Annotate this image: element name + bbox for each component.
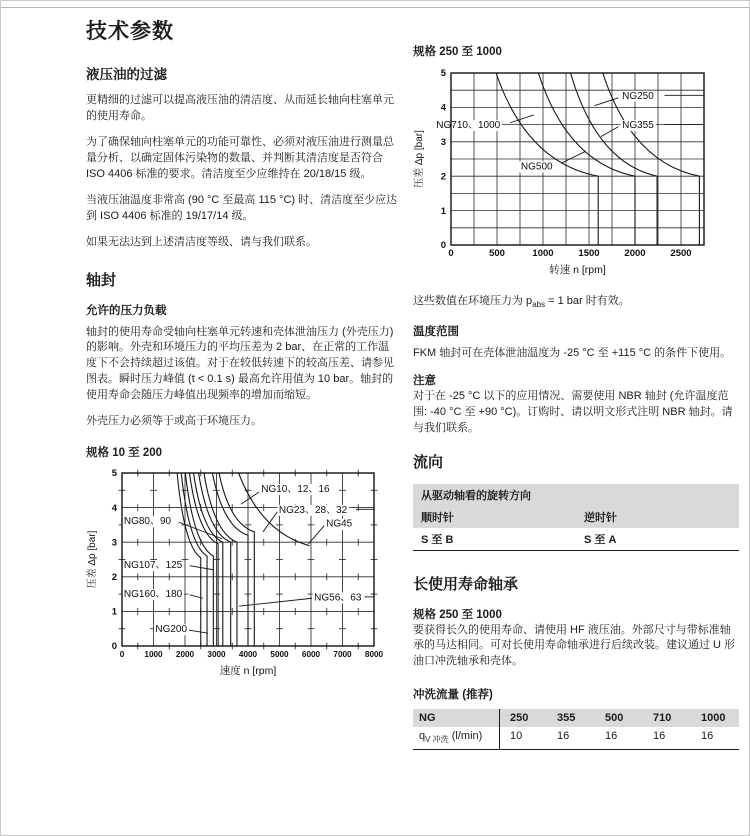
svg-text:0: 0 (111, 641, 117, 653)
section-heading-bearing: 长使用寿命轴承 (413, 575, 519, 593)
flush-value-500: 16 (605, 730, 618, 743)
svg-text:3: 3 (440, 137, 446, 148)
svg-text:转速 n [rpm]: 转速 n [rpm] (549, 264, 606, 276)
flush-table-header-row (413, 709, 739, 727)
section-heading-flow-direction: 流向 (413, 453, 444, 471)
svg-text:5: 5 (440, 68, 446, 80)
flow-direction-table (413, 484, 739, 551)
flush-header-500: 500 (605, 712, 624, 725)
flow-table-value-ccw: S 至 A (584, 533, 617, 546)
flow-table-header-row (413, 506, 739, 528)
flow-table-value-cw: S 至 B (421, 533, 454, 546)
svg-text:2: 2 (440, 171, 446, 183)
svg-text:NG45: NG45 (326, 518, 353, 530)
svg-text:500: 500 (489, 248, 505, 259)
flush-value-1000: 16 (701, 730, 714, 743)
flush-flow-table (413, 709, 739, 749)
section-heading-shaft-seal: 轴封 (86, 271, 117, 289)
subscript-abs: abs (532, 300, 546, 310)
filtration-paragraph-2: 为了确保轴向柱塞单元的功能可靠性、必须对液压油进行测量总量分析、以确定固体污染物的数量、并判断其清洁度是否符合 ISO 4406 标准的要求。清洁度至少应维持在 20/18/15 级。 (86, 135, 394, 180)
pressure-speed-chart-ng250-1000 (413, 66, 733, 286)
svg-text:压差 Δp [bar]: 压差 Δp [bar] (414, 130, 425, 188)
chart-title-ng250-1000: 规格 250 至 1000 (413, 46, 502, 58)
svg-text:2000: 2000 (175, 650, 195, 660)
flush-value-250: 10 (499, 727, 547, 748)
svg-text:2500: 2500 (670, 248, 692, 259)
svg-text:压差 Δp [bar]: 压差 Δp [bar] (87, 530, 98, 589)
svg-text:NG10、12、16: NG10、12、16 (261, 484, 330, 496)
svg-text:0: 0 (448, 248, 454, 259)
svg-text:1500: 1500 (578, 248, 600, 259)
right-column (413, 43, 739, 750)
flush-value-355: 16 (557, 730, 570, 743)
svg-text:5: 5 (111, 468, 117, 480)
page-top-rule (1, 7, 750, 8)
svg-text:NG107、125: NG107、125 (123, 560, 183, 572)
flow-table-value-row (413, 528, 739, 550)
temperature-range-paragraph: FKM 轴封可在壳体泄油温度为 -25 °C 至 +115 °C 的条件下使用。 (413, 346, 732, 359)
flush-header-1000: 1000 (701, 712, 726, 725)
notice-paragraph: 对于在 -25 °C 以下的应用情况、需要使用 NBR 轴封 (允许温度范围: -40 °C 至 +90 °C)。订购时、请以明文形式注明 NBR 轴封。请与我们联系。 (413, 389, 733, 434)
pressure-speed-chart-ng10-200 (86, 467, 396, 685)
flush-header-250: 250 (499, 709, 547, 727)
svg-text:NG250: NG250 (622, 90, 654, 102)
svg-text:NG200: NG200 (155, 624, 188, 636)
svg-text:NG710、1000: NG710、1000 (436, 120, 501, 132)
flow-table-header-ccw: 逆时针 (584, 511, 617, 524)
svg-text:NG80、90: NG80、90 (123, 516, 172, 528)
subheading-pressure-load: 允许的压力负载 (86, 304, 167, 317)
svg-text:1: 1 (440, 205, 446, 217)
svg-text:NG56、63: NG56、63 (314, 592, 362, 604)
svg-text:2: 2 (111, 572, 117, 584)
svg-text:2000: 2000 (624, 248, 646, 259)
svg-text:1: 1 (111, 606, 117, 618)
shaft-seal-paragraph-2: 外壳压力必须等于或高于环境压力。 (86, 415, 262, 428)
filtration-paragraph-3: 当液压油温度非常高 (90 °C 至最高 115 °C) 时、清洁度至少应达到 ISO 4406 标准的 19/17/14 级。 (86, 193, 398, 222)
bearing-paragraph: 要获得长久的使用寿命、请使用 HF 液压油。外部尺寸与带标准轴承的马达相同。可对长使用寿命轴承进行后续改装。建议通过 U 形油口冲洗轴承和壳体。 (413, 623, 736, 668)
ambient-pressure-note: 这些数值在环境压力为 $p_{abs} = 1$ bar 时有效。 (413, 295, 630, 310)
svg-text:速度 n [rpm]: 速度 n [rpm] (219, 665, 277, 678)
svg-text:4: 4 (111, 502, 117, 514)
flush-header-ng: NG (419, 712, 436, 725)
chart-title-ng10-200: 规格 10 至 200 (86, 447, 163, 460)
svg-text:3000: 3000 (207, 650, 226, 660)
shaft-seal-paragraph-1: 轴封的使用寿命受轴向柱塞单元转速和壳体泄油压力 (外壳压力) 的影响。外壳和环境压力的平均压差为 2 bar、在正常的工作温度下不会持续超过该值。对于在较低转速下的较高压差、请参见图表。瞬时压力峰值 (t < 0.1 s) 最高允许用值为 10 bar。轴封的使用寿命会随压力峰值出现频率的增加而缩短。 (86, 325, 394, 402)
flush-header-355: 355 (557, 712, 576, 725)
flush-row-label: $q_{V 冲洗}$ (l/min) (419, 730, 483, 745)
svg-text:6000: 6000 (301, 650, 321, 660)
subheading-flush-flow: 冲洗流量 (推荐) (413, 689, 493, 702)
svg-text:7000: 7000 (333, 650, 352, 660)
svg-text:NG160、180: NG160、180 (123, 589, 183, 601)
svg-text:5000: 5000 (270, 650, 289, 660)
svg-text:NG500: NG500 (520, 161, 553, 173)
subheading-notice: 注意 (413, 374, 436, 387)
subheading-temperature-range: 温度范围 (413, 325, 459, 338)
subscript-v-flush: V 冲洗 (425, 735, 449, 745)
svg-text:4: 4 (440, 102, 446, 114)
filtration-paragraph-1: 更精细的过滤可以提高液压油的清洁度、从而延长轴向柱塞单元的使用寿命。 (86, 94, 394, 122)
flow-table-header-cw: 顺时针 (421, 511, 454, 524)
subheading-bearing-sizes: 规格 250 至 1000 (413, 608, 502, 621)
left-column (86, 13, 398, 685)
svg-text:NG355: NG355 (622, 120, 654, 132)
flush-value-710: 16 (653, 730, 666, 743)
svg-text:3: 3 (111, 537, 117, 549)
filtration-paragraph-4: 如果无法达到上述清洁度等级、请与我们联系。 (86, 235, 317, 248)
svg-text:1000: 1000 (144, 650, 163, 660)
section-heading-filtration: 液压油的过滤 (86, 67, 167, 82)
svg-text:8000: 8000 (364, 650, 384, 660)
svg-text:1000: 1000 (532, 248, 554, 259)
page-title: 技术参数 (86, 20, 174, 43)
svg-text:0: 0 (440, 240, 446, 252)
svg-text:4000: 4000 (238, 650, 258, 660)
flush-header-710: 710 (653, 712, 672, 725)
svg-text:0: 0 (119, 650, 125, 660)
flush-table-value-row (413, 727, 739, 748)
flow-table-title: 从驱动轴看的旋转方向 (413, 484, 739, 506)
svg-text:NG23、28、32: NG23、28、32 (278, 504, 348, 516)
